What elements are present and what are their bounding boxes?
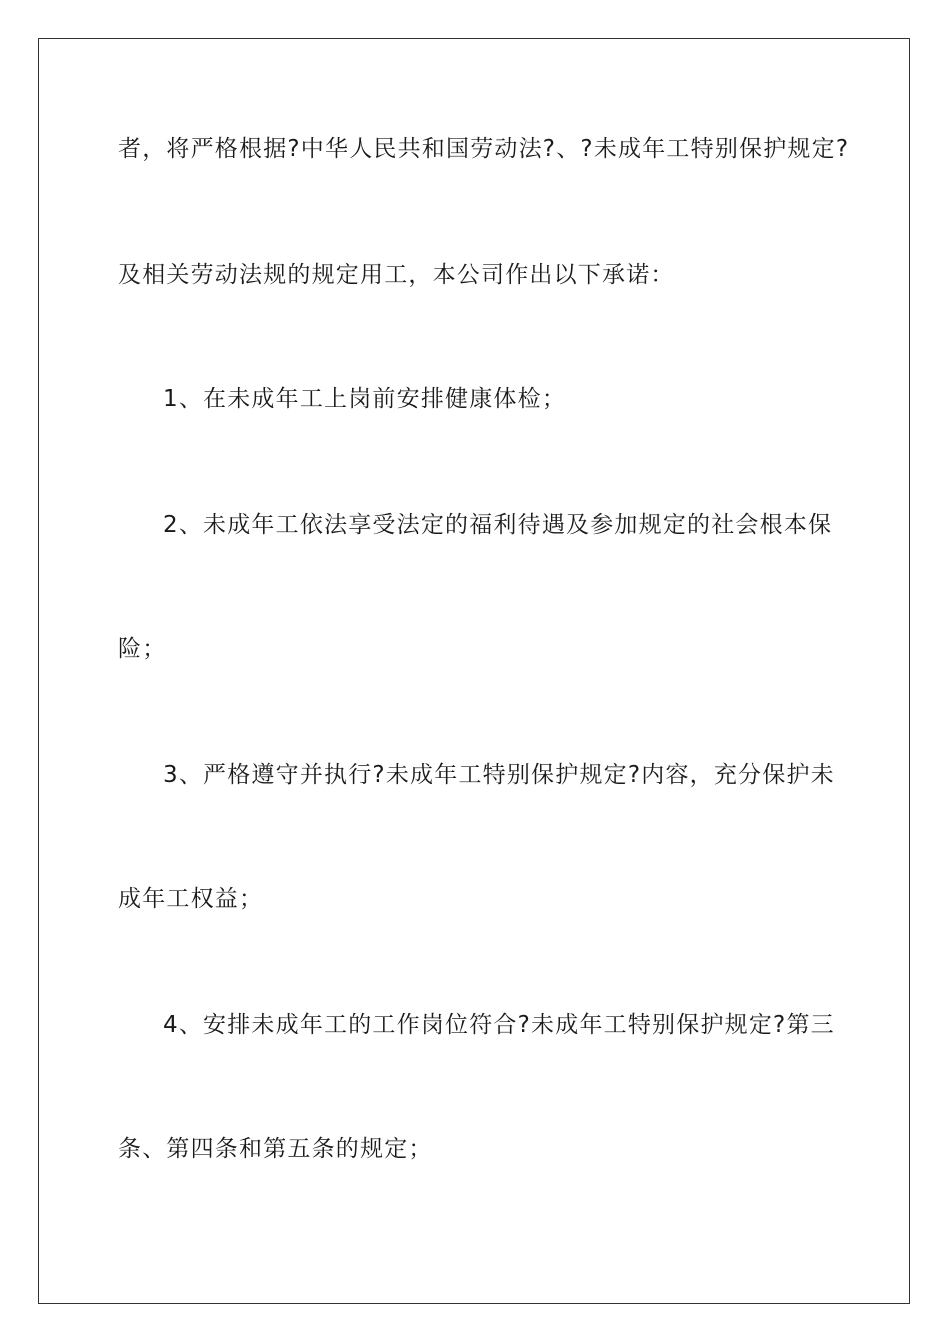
item-4-line-1: 4、安排未成年工的工作岗位符合?未成年工特别保护规定?第三 bbox=[163, 1012, 835, 1038]
item-3-line-2: 成年工权益； bbox=[118, 886, 264, 912]
page-border bbox=[38, 38, 910, 1304]
item-4-line-2: 条、第四条和第五条的规定； bbox=[118, 1136, 433, 1162]
item-2-line-2: 险； bbox=[118, 636, 167, 662]
item-2-line-1: 2、未成年工依法享受法定的福利待遇及参加规定的社会根本保 bbox=[163, 512, 833, 538]
item-1-line-1: 1、在未成年工上岗前安排健康体检； bbox=[163, 386, 567, 412]
paragraph-line-1: 者，将严格根据?中华人民共和国劳动法?、?未成年工特别保护规定? bbox=[118, 136, 850, 162]
paragraph-line-2: 及相关劳动法规的规定用工，本公司作出以下承诺： bbox=[118, 262, 675, 288]
item-3-line-1: 3、严格遵守并执行?未成年工特别保护规定?内容，充分保护未 bbox=[163, 762, 835, 788]
